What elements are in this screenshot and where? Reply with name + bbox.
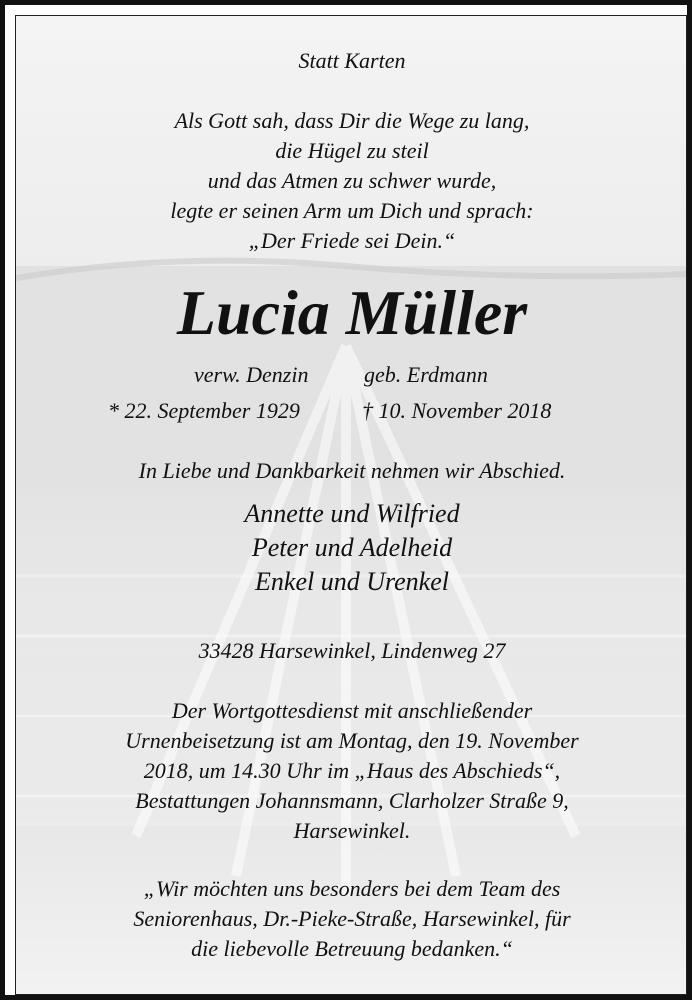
- mourner-line: Annette und Wilfried: [244, 499, 460, 528]
- birth-date: * 22. September 1929: [108, 398, 300, 423]
- thanks-line: „Wir möchten uns besonders bei dem Team des: [143, 876, 561, 901]
- service-line: 2018, um 14.30 Uhr im „Haus des Abschieds“,: [143, 758, 561, 783]
- death-date: † 10. November 2018: [362, 398, 552, 423]
- thanks-line: die liebevolle Betreuung bedanken.“: [191, 936, 513, 961]
- mourner-line: Enkel und Urenkel: [255, 567, 449, 596]
- widowed-name: verw. Denzin: [194, 362, 309, 387]
- farewell-text: In Liebe und Dankbarkeit nehmen wir Abschied.: [138, 458, 566, 483]
- poem-line: legte er seinen Arm um Dich und sprach:: [170, 198, 534, 223]
- notice-inner-frame: [15, 15, 687, 995]
- thanks-line: Seniorenhaus, Dr.-Pieke-Straße, Harsewinkel, für: [133, 906, 571, 931]
- service-line: Bestattungen Johannsmann, Clarholzer Straße 9,: [135, 788, 569, 813]
- poem-line: und das Atmen zu schwer wurde,: [207, 168, 497, 193]
- service-line: Harsewinkel.: [293, 818, 411, 843]
- poem-line: die Hügel zu steil: [275, 138, 429, 163]
- service-line: Urnenbeisetzung ist am Montag, den 19. November: [125, 728, 579, 753]
- address-text: 33428 Harsewinkel, Lindenweg 27: [198, 638, 506, 663]
- service-line: Der Wortgottesdienst mit anschließender: [171, 698, 533, 723]
- birth-name: geb. Erdmann: [364, 362, 488, 387]
- poem-line: Als Gott sah, dass Dir die Wege zu lang,: [174, 108, 530, 133]
- header-text: Statt Karten: [298, 48, 406, 73]
- notice-text: [16, 16, 687, 995]
- poem-line: „Der Friede sei Dein.“: [248, 228, 456, 253]
- mourner-line: Peter und Adelheid: [251, 533, 453, 562]
- deceased-name: Lucia Müller: [176, 277, 528, 348]
